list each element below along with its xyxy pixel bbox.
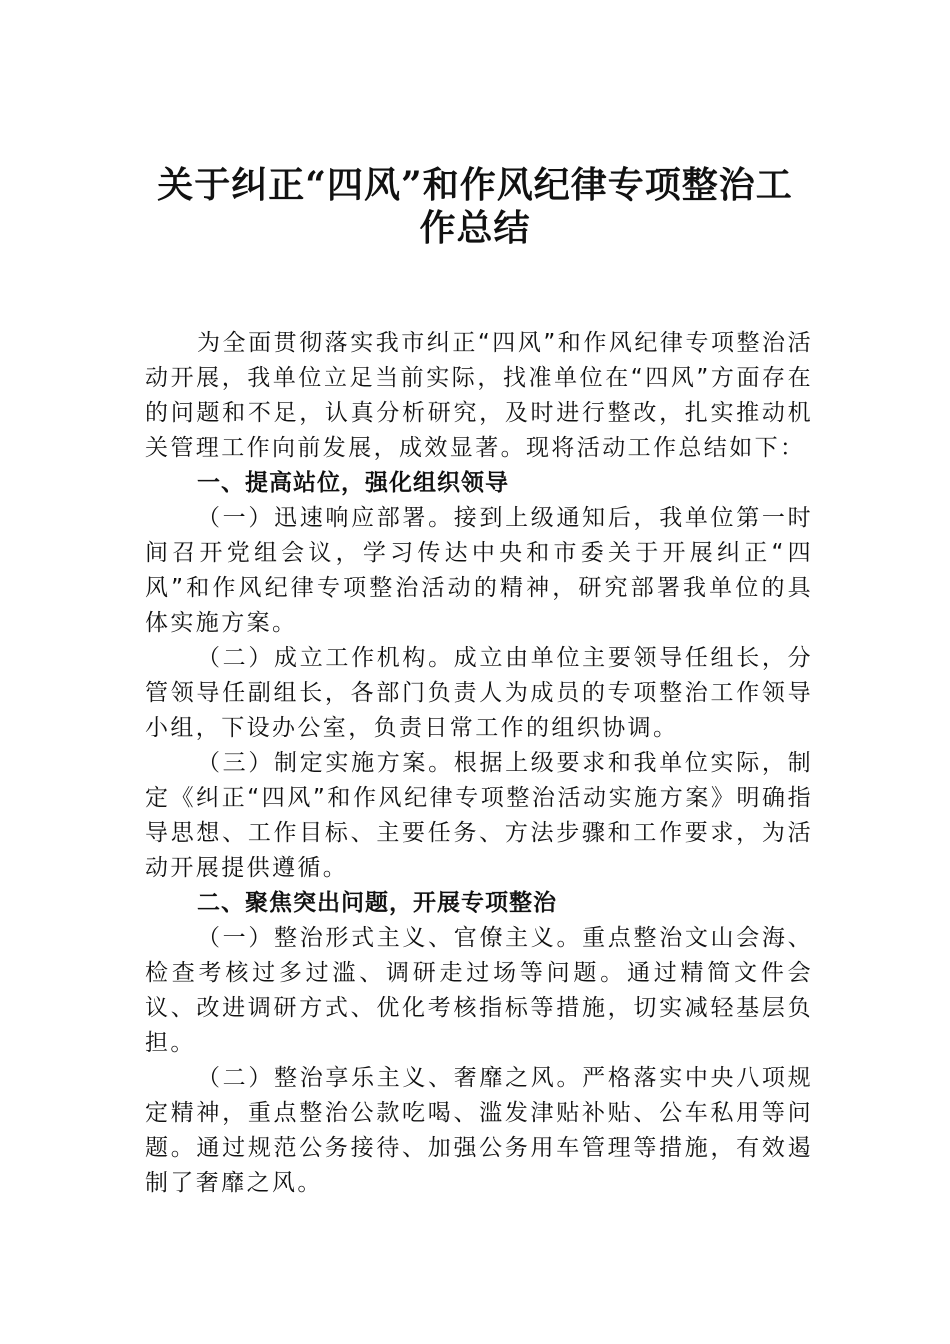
section-heading-1: 一、提高站位，强化组织领导 xyxy=(197,470,509,496)
body-paragraph: （一）迅速响应部署。接到上级通知后，我单位第一时间召开党组会议，学习传达中央和市委关于开展纠正“四风”和作风纪律专项整治活动的精神，研究部署我单位的具体实施方案。 xyxy=(145,505,813,636)
body-paragraph: （二）整治享乐主义、奢靡之风。严格落实中央八项规定精神，重点整治公款吃喝、滥发津贴补贴、公车私用等问题。通过规范公务接待、加强公务用车管理等措施，有效遏制了奢靡之风。 xyxy=(145,1065,813,1196)
document-title-line-2: 作总结 xyxy=(419,207,531,249)
body-paragraph: （一）整治形式主义、官僚主义。重点整治文山会海、检查考核过多过滥、调研走过场等问题。通过精简文件会议、改进调研方式、优化考核指标等措施，切实减轻基层负担。 xyxy=(145,925,813,1056)
body-paragraph: （三）制定实施方案。根据上级要求和我单位实际，制定《纠正“四风”和作风纪律专项整治活动实施方案》明确指导思想、工作目标、主要任务、方法步骤和工作要求，为活动开展提供遵循。 xyxy=(145,750,813,881)
document-title-line-1: 关于纠正“四风”和作风纪律专项整治工 xyxy=(157,164,793,206)
body-paragraph: （二）成立工作机构。成立由单位主要领导任组长，分管领导任副组长，各部门负责人为成员的专项整治工作领导小组，下设办公室，负责日常工作的组织协调。 xyxy=(145,645,813,741)
document-body xyxy=(145,326,813,1201)
intro-paragraph: 为全面贯彻落实我市纠正“四风”和作风纪律专项整治活动开展，我单位立足当前实际，找准单位在“四风”方面存在的问题和不足，认真分析研究，及时进行整改，扎实推动机关管理工作向前发展，成效显著。现将活动工作总结如下： xyxy=(145,330,813,461)
section-heading-2: 二、聚焦突出问题，开展专项整治 xyxy=(197,890,557,916)
